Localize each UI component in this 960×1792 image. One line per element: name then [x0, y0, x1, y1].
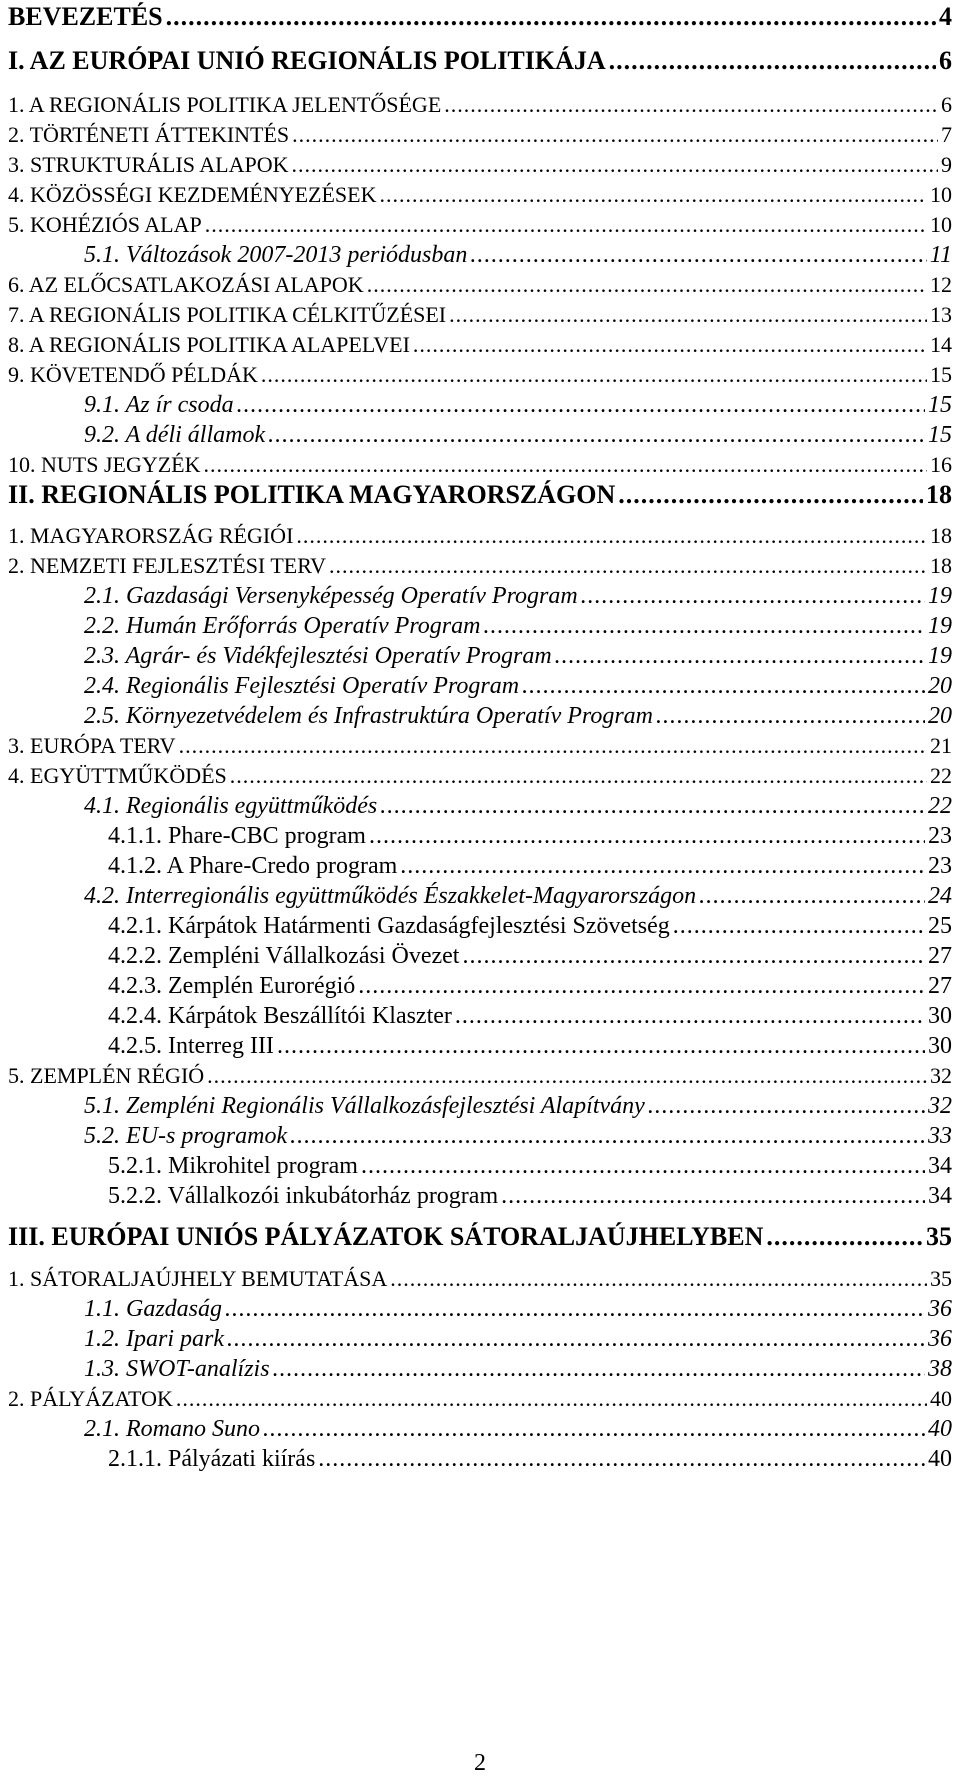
toc-entry-title: 3. EURÓPA TERV — [8, 733, 176, 758]
toc-entry-page-number: 36 — [928, 1296, 952, 1322]
toc-entry-page-number: 15 — [930, 362, 952, 387]
toc-entry[interactable] — [84, 701, 952, 731]
toc-entry-title: 5.2. EU-s programok — [84, 1123, 288, 1149]
dot-leader — [166, 2, 936, 32]
toc-entry[interactable] — [8, 46, 952, 76]
dot-leader — [522, 671, 925, 701]
toc-entry-page-number: 16 — [930, 452, 952, 477]
dot-leader — [290, 1121, 925, 1151]
toc-entry-title: 1.1. Gazdaság — [84, 1296, 223, 1322]
toc-entry-page-number: 20 — [928, 703, 952, 729]
toc-entry-title: 4.2.4. Kárpátok Beszállítói Klaszter — [108, 1003, 452, 1029]
toc-entry-page-number: 7 — [941, 122, 952, 147]
toc-entry-page-number: 40 — [928, 1416, 952, 1442]
toc-entry-title: 4.1.2. A Phare-Credo program — [108, 853, 398, 879]
toc-entry[interactable] — [84, 1354, 952, 1384]
dot-leader — [296, 521, 927, 551]
toc-entry[interactable] — [8, 120, 952, 150]
dot-leader — [455, 1001, 925, 1031]
toc-entry-page-number: 34 — [928, 1153, 952, 1179]
toc-entry-title: I. AZ EURÓPAI UNIÓ REGIONÁLIS POLITIKÁJA — [8, 46, 606, 75]
toc-entry[interactable] — [8, 450, 952, 480]
dot-leader — [263, 1414, 925, 1444]
toc-entry[interactable] — [8, 150, 952, 180]
dot-leader — [618, 480, 923, 510]
toc-entry-title: 4.2.5. Interreg III — [108, 1033, 274, 1059]
toc-entry[interactable] — [108, 941, 952, 971]
toc-entry-page-number: 14 — [930, 332, 952, 357]
toc-entry[interactable] — [84, 881, 952, 911]
toc-entry[interactable] — [84, 390, 952, 420]
toc-entry-title: 4.2.1. Kárpátok Határmenti Gazdaságfejlesztési Szövetség — [108, 913, 670, 939]
dot-leader — [470, 240, 926, 270]
toc-entry[interactable] — [8, 90, 952, 120]
dot-leader — [176, 1384, 927, 1414]
dot-leader — [501, 1181, 925, 1211]
dot-leader — [379, 180, 927, 210]
toc-entry-title: 2.1. Romano Suno — [84, 1416, 260, 1442]
toc-entry-title: 8. A REGIONÁLIS POLITIKA ALAPELVEI — [8, 332, 410, 357]
dot-leader — [237, 390, 925, 420]
toc-entry[interactable] — [108, 851, 952, 881]
dot-leader — [318, 1444, 925, 1474]
toc-entry-title: II. REGIONÁLIS POLITIKA MAGYARORSZÁGON — [8, 480, 616, 509]
toc-entry-title: 2.1.1. Pályázati kiírás — [108, 1446, 316, 1472]
toc-entry-page-number: 38 — [928, 1356, 952, 1382]
dot-leader — [581, 581, 925, 611]
toc-entry-title: 2.2. Humán Erőforrás Operatív Program — [84, 613, 481, 639]
toc-entry-title: 6. AZ ELŐCSATLAKOZÁSI ALAPOK — [8, 272, 364, 297]
toc-entry-page-number: 23 — [928, 823, 952, 849]
toc-entry-page-number: 22 — [930, 763, 952, 788]
toc-entry-title: 5.2.1. Mikrohitel program — [108, 1153, 358, 1179]
toc-entry[interactable] — [108, 1031, 952, 1061]
toc-entry-title: 4.1. Regionális együttműködés — [84, 793, 378, 819]
toc-entry-title: 5. KOHÉZIÓS ALAP — [8, 212, 202, 237]
toc-entry[interactable] — [84, 240, 952, 270]
toc-entry[interactable] — [108, 1444, 952, 1474]
toc-entry-title: 1.3. SWOT-analízis — [84, 1356, 270, 1382]
toc-entry-page-number: 35 — [926, 1222, 952, 1251]
toc-entry[interactable] — [8, 1384, 952, 1414]
toc-entry-title: 4.1.1. Phare-CBC program — [108, 823, 366, 849]
toc-entry[interactable] — [84, 420, 952, 450]
toc-entry-page-number: 23 — [928, 853, 952, 879]
toc-entry-page-number: 33 — [928, 1123, 952, 1149]
toc-entry-page-number: 27 — [928, 943, 952, 969]
dot-leader — [609, 46, 936, 76]
dot-leader — [227, 1324, 925, 1354]
dot-leader — [483, 611, 925, 641]
toc-entry-page-number: 11 — [929, 242, 952, 268]
toc-entry-page-number: 6 — [941, 92, 952, 117]
toc-entry-title: 4. KÖZÖSSÉGI KEZDEMÉNYEZÉSEK — [8, 182, 377, 207]
toc-entry-title: 2.3. Agrár- és Vidékfejlesztési Operatív Program — [84, 643, 552, 669]
toc-entry-page-number: 9 — [941, 152, 952, 177]
toc-entry-page-number: 30 — [928, 1033, 952, 1059]
toc-entry[interactable] — [8, 360, 952, 390]
toc-entry-title: BEVEZETÉS — [8, 2, 163, 31]
toc-entry-title: III. EURÓPAI UNIÓS PÁLYÁZATOK SÁTORALJAÚJHELYBEN — [8, 1222, 764, 1251]
dot-leader — [367, 270, 927, 300]
toc-entry-title: 5.1. Zempléni Regionális Vállalkozásfejlesztési Alapítvány — [84, 1093, 645, 1119]
toc-entry-page-number: 18 — [930, 553, 952, 578]
toc-entry-page-number: 32 — [928, 1093, 952, 1119]
toc-entry-page-number: 35 — [930, 1266, 952, 1291]
dot-leader — [444, 90, 938, 120]
toc-entry-page-number: 4 — [939, 2, 952, 31]
toc-entry-title: 2. NEMZETI FEJLESZTÉSI TERV — [8, 553, 327, 578]
toc-entry-title: 1.2. Ipari park — [84, 1326, 224, 1352]
toc-entry[interactable] — [108, 971, 952, 1001]
dot-leader — [204, 450, 928, 480]
toc-entry-page-number: 18 — [930, 523, 952, 548]
toc-entry-title: 2.5. Környezetvédelem és Infrastruktúra Operatív Program — [84, 703, 654, 729]
toc-entry[interactable] — [8, 731, 952, 761]
toc-entry[interactable] — [108, 911, 952, 941]
dot-leader — [273, 1354, 925, 1384]
dot-leader — [413, 330, 927, 360]
toc-entry[interactable] — [84, 791, 952, 821]
toc-entry-title: 9.2. A déli államok — [84, 422, 266, 448]
dot-leader — [380, 791, 925, 821]
toc-entry[interactable] — [84, 1414, 952, 1444]
dot-leader — [292, 120, 938, 150]
dot-leader — [369, 821, 925, 851]
toc-entry-title: 3. STRUKTURÁLIS ALAPOK — [8, 152, 289, 177]
toc-entry-page-number: 19 — [928, 613, 952, 639]
toc-entry-title: 1. SÁTORALJAÚJHELY BEMUTATÁSA — [8, 1266, 388, 1291]
dot-leader — [358, 971, 925, 1001]
toc-entry-page-number: 32 — [930, 1063, 952, 1088]
toc-entry[interactable] — [8, 180, 952, 210]
toc-entry[interactable] — [8, 210, 952, 240]
toc-entry-title: 10. NUTS JEGYZÉK — [8, 452, 201, 477]
toc-entry[interactable] — [84, 1294, 952, 1324]
toc-entry-page-number: 34 — [928, 1183, 952, 1209]
toc-entry-page-number: 15 — [928, 422, 952, 448]
toc-entry[interactable] — [8, 480, 952, 510]
toc-entry-page-number: 24 — [928, 883, 952, 909]
dot-leader — [462, 941, 925, 971]
toc-entry-page-number: 15 — [928, 392, 952, 418]
dot-leader — [277, 1031, 925, 1061]
toc-entry-page-number: 19 — [928, 643, 952, 669]
toc-entry[interactable] — [84, 641, 952, 671]
dot-leader — [230, 761, 927, 791]
toc-entry-title: 2.1. Gazdasági Versenyképesség Operatív Program — [84, 583, 578, 609]
toc-entry-title: 1. A REGIONÁLIS POLITIKA JELENTŐSÉGE — [8, 92, 442, 117]
toc-entry-title: 5.1. Változások 2007-2013 periódusban — [84, 242, 468, 268]
toc-entry-page-number: 19 — [928, 583, 952, 609]
dot-leader — [449, 300, 927, 330]
dot-leader — [555, 641, 925, 671]
dot-leader — [673, 911, 925, 941]
page-number: 2 — [474, 1750, 486, 1776]
toc-entry-page-number: 20 — [928, 673, 952, 699]
toc-entry[interactable] — [8, 330, 952, 360]
dot-leader — [390, 1264, 927, 1294]
toc-entry-page-number: 22 — [928, 793, 952, 819]
toc-entry[interactable] — [108, 1151, 952, 1181]
dot-leader — [656, 701, 925, 731]
toc-entry-title: 5.2.2. Vállalkozói inkubátorház program — [108, 1183, 499, 1209]
dot-leader — [766, 1222, 923, 1252]
toc-entry[interactable] — [8, 270, 952, 300]
toc-entry-page-number: 18 — [926, 480, 952, 509]
toc-entry[interactable] — [8, 521, 952, 551]
toc-entry-title: 4. EGYÜTTMŰKÖDÉS — [8, 763, 227, 788]
dot-leader — [361, 1151, 925, 1181]
dot-leader — [207, 1061, 927, 1091]
toc-entry[interactable] — [8, 1061, 952, 1091]
toc-entry[interactable] — [108, 1001, 952, 1031]
toc-entry-page-number: 21 — [930, 733, 952, 758]
toc-entry-page-number: 10 — [930, 212, 952, 237]
toc-entry-page-number: 13 — [930, 302, 952, 327]
dot-leader — [329, 551, 927, 581]
toc-entry[interactable] — [108, 1181, 952, 1211]
dot-leader — [268, 420, 925, 450]
toc-entry-title: 9.1. Az ír csoda — [84, 392, 234, 418]
toc-entry[interactable] — [8, 300, 952, 330]
toc-entry-page-number: 30 — [928, 1003, 952, 1029]
toc-entry-title: 4.2. Interregionális együttműködés Északkelet-Magyarországon — [84, 883, 697, 909]
toc-entry[interactable] — [84, 1091, 952, 1121]
toc-entry[interactable] — [8, 1264, 952, 1294]
dot-leader — [292, 150, 938, 180]
dot-leader — [261, 360, 927, 390]
toc-entry-title: 9. KÖVETENDŐ PÉLDÁK — [8, 362, 258, 387]
toc-entry-title: 2. TÖRTÉNETI ÁTTEKINTÉS — [8, 122, 290, 147]
toc-entry-title: 2.4. Regionális Fejlesztési Operatív Program — [84, 673, 520, 699]
toc-entry-title: 4.2.2. Zempléni Vállalkozási Övezet — [108, 943, 460, 969]
toc-entry-page-number: 36 — [928, 1326, 952, 1352]
dot-leader — [400, 851, 925, 881]
toc-entry-page-number: 10 — [930, 182, 952, 207]
dot-leader — [225, 1294, 925, 1324]
toc-entry[interactable] — [84, 1324, 952, 1354]
toc-entry-title: 2. PÁLYÁZATOK — [8, 1386, 173, 1411]
dot-leader — [179, 731, 927, 761]
toc-entry-page-number: 40 — [928, 1446, 952, 1472]
toc-entry[interactable] — [108, 821, 952, 851]
toc-entry[interactable] — [8, 1222, 952, 1252]
toc-entry-title: 5. ZEMPLÉN RÉGIÓ — [8, 1063, 205, 1088]
toc-entry-page-number: 25 — [928, 913, 952, 939]
toc-entry[interactable] — [84, 1121, 952, 1151]
toc-entry[interactable] — [8, 761, 952, 791]
dot-leader — [648, 1091, 925, 1121]
dot-leader — [205, 210, 927, 240]
toc-entry[interactable] — [84, 671, 952, 701]
dot-leader — [699, 881, 925, 911]
toc-entry-title: 1. MAGYARORSZÁG RÉGIÓI — [8, 523, 294, 548]
toc-entry[interactable] — [8, 2, 952, 32]
toc-entry[interactable] — [84, 581, 952, 611]
toc-entry-page-number: 6 — [939, 46, 952, 75]
toc-entry-page-number: 27 — [928, 973, 952, 999]
toc-entry[interactable] — [84, 611, 952, 641]
toc-entry-title: 4.2.3. Zemplén Eurorégió — [108, 973, 356, 999]
toc-entry-title: 7. A REGIONÁLIS POLITIKA CÉLKITŰZÉSEI — [8, 302, 447, 327]
toc-entry-page-number: 40 — [930, 1386, 952, 1411]
toc-entry-page-number: 12 — [930, 272, 952, 297]
toc-entry[interactable] — [8, 551, 952, 581]
